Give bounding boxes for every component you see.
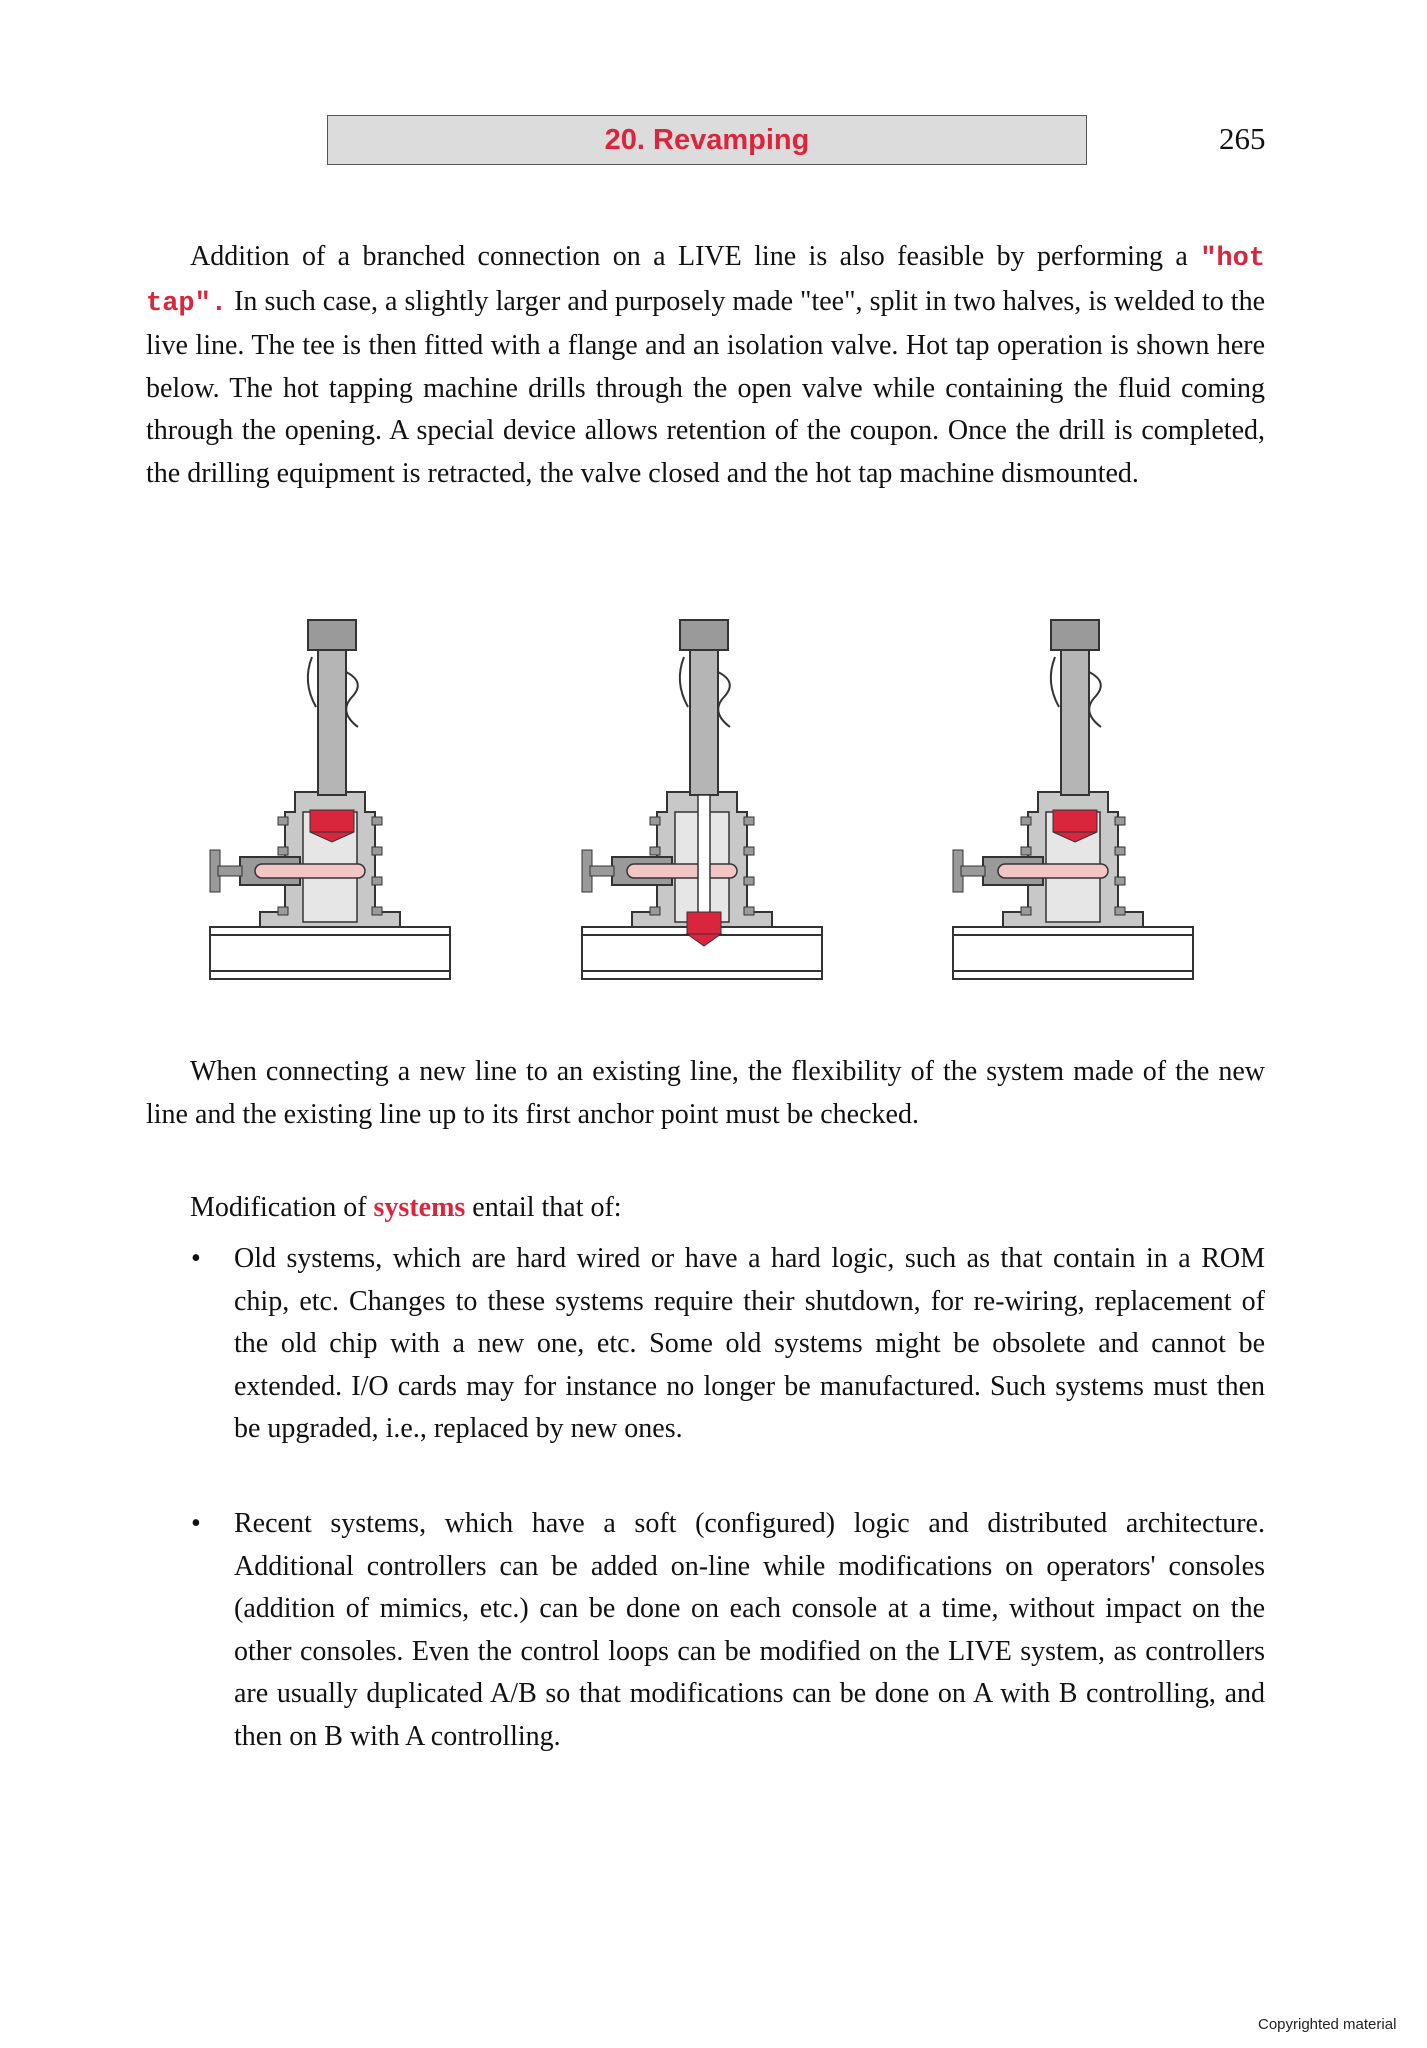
flange-bolt bbox=[278, 817, 288, 825]
flange-bolt bbox=[1115, 817, 1125, 825]
hydraulic-hose bbox=[680, 657, 688, 707]
machine-head bbox=[1051, 620, 1099, 650]
flange-bolt bbox=[372, 847, 382, 855]
flange-bolt bbox=[744, 907, 754, 915]
flange-bolt bbox=[1021, 847, 1031, 855]
bullet-marker: • bbox=[191, 1508, 201, 1539]
hot-tap-figure-stage-3 bbox=[943, 612, 1203, 992]
paragraph-3-tail: entail that of: bbox=[465, 1192, 622, 1223]
flange-bolt bbox=[744, 817, 754, 825]
flange-bolt bbox=[744, 847, 754, 855]
valve-spindle bbox=[961, 866, 985, 876]
paragraph-hot-tap bbox=[146, 236, 1265, 496]
paragraph-3-lead: Modification of bbox=[190, 1192, 374, 1223]
paragraph-1-body: In such case, a slightly larger and purposely made "tee", split in two halves, is welded to the live line. The tee is then fitted with a flange and an isolation valve. Hot tap operation is shown here below. The hot tapping machine drills through the open valve while containing the fluid coming through the opening. A special device allows retention of the coupon. Once the drill is completed, the drilling equipment is retracted, the valve closed and the hot tap machine dismounted. bbox=[146, 285, 1265, 489]
flange-bolt bbox=[1115, 847, 1125, 855]
valve-spindle bbox=[590, 866, 614, 876]
flange-bolt bbox=[1115, 907, 1125, 915]
flange-bolt bbox=[650, 817, 660, 825]
hot-tap-figure-stage-2 bbox=[572, 612, 832, 992]
page-number: 265 bbox=[1219, 121, 1266, 156]
hydraulic-hose bbox=[308, 657, 316, 707]
flange-bolt bbox=[1021, 817, 1031, 825]
bullet-text: Recent systems, which have a soft (configured) logic and distributed architecture. Additional controllers can be added on-line while modifications on operators' consoles (addition of mimics, etc.) can be done on each console at a time, without impact on the other consoles. Even the control loops can be modified on the LIVE system, as controllers are usually duplicated A/B so that modifications can be done on A with B controlling, and then on B with A controlling. bbox=[234, 1508, 1265, 1752]
drill-shaft bbox=[698, 795, 710, 915]
gate-stem bbox=[627, 864, 737, 878]
paragraph-1-lead: Addition of a branched connection on a LIVE line is also feasible by performing a bbox=[190, 241, 1201, 272]
gate-stem bbox=[255, 864, 365, 878]
chapter-title: 20. Revamping bbox=[604, 123, 810, 156]
hot-tap-figure-stage-1 bbox=[200, 612, 460, 992]
bullet-text: Old systems, which are hard wired or have a hard logic, such as that contain in a ROM chip, etc. Changes to these systems require their shutdown, for re-wiring, replacement of the old chip with a new one, etc. Some old systems might be obsolete and cannot be extended. I/O cards may for instance no longer be manufactured. Such systems must then be upgraded, i.e., replaced by new ones. bbox=[234, 1243, 1265, 1445]
cutter-head bbox=[310, 810, 354, 832]
chapter-header bbox=[327, 115, 1087, 165]
valve-spindle bbox=[218, 866, 242, 876]
flange-bolt bbox=[278, 907, 288, 915]
copyright-notice: Copyrighted material bbox=[1258, 2016, 1397, 2033]
flange-bolt bbox=[650, 907, 660, 915]
machine-column bbox=[690, 650, 718, 795]
paragraph-systems bbox=[146, 1187, 1265, 1230]
flange-bolt bbox=[372, 817, 382, 825]
cutter-head bbox=[1053, 810, 1097, 832]
flange-bolt bbox=[278, 847, 288, 855]
bullet-recent-systems bbox=[146, 1503, 1265, 1759]
hydraulic-hose bbox=[1089, 672, 1101, 727]
bullet-marker: • bbox=[191, 1243, 201, 1274]
gate-stem bbox=[998, 864, 1108, 878]
hydraulic-hose bbox=[346, 672, 358, 727]
machine-column bbox=[1061, 650, 1089, 795]
flange-bolt bbox=[372, 907, 382, 915]
cutter-head bbox=[687, 912, 721, 934]
hydraulic-hose bbox=[1051, 657, 1059, 707]
hydraulic-hose bbox=[718, 672, 730, 727]
flange-bolt bbox=[1115, 877, 1125, 885]
flange-bolt bbox=[650, 847, 660, 855]
systems-highlight: systems bbox=[373, 1192, 466, 1223]
flange-bolt bbox=[372, 877, 382, 885]
machine-head bbox=[680, 620, 728, 650]
hot-tap-highlight: "hot tap". bbox=[146, 244, 1265, 319]
bullet-old-systems bbox=[146, 1238, 1265, 1451]
machine-head bbox=[308, 620, 356, 650]
machine-column bbox=[318, 650, 346, 795]
flange-bolt bbox=[1021, 907, 1031, 915]
flange-bolt bbox=[744, 877, 754, 885]
paragraph-flexibility: When connecting a new line to an existing line, the flexibility of the system made of the new line and the existing line up to its first anchor point must be checked. bbox=[146, 1056, 1265, 1130]
